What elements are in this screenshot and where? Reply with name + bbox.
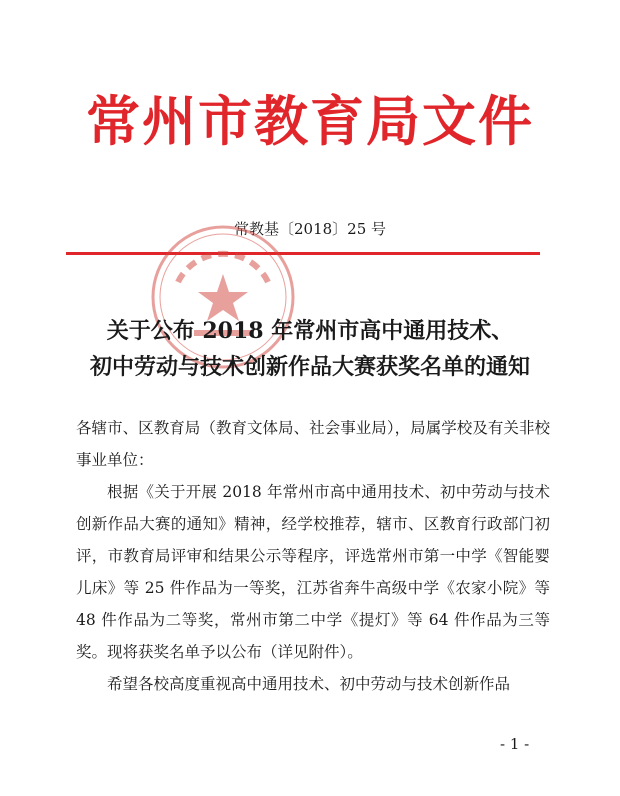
document-header-title: 常州市教育局文件 (86, 89, 534, 153)
document-number: 常教基〔2018〕25 号 (233, 220, 387, 238)
body-paragraph-1: 根据《关于开展 2018 年常州市高中通用技术、初中劳动与技术创新作品大赛的通知》精神，经学校推荐，辖市、区教育行政部门初评，市教育局评审和结果公示等程序，评选常州市第一中学《智能婴儿床》等 25 件作品为一等奖，江苏省奔牛高级中学《农家小院》等 48 件作品为二等奖，常州市第二中学《提灯》等 64 件作品为三等奖。现将获奖名单予以公布（详见附件）。 (76, 483, 550, 661)
seal-star-icon (198, 274, 248, 321)
notice-title-line-2: 初中劳动与技术创新作品大赛获奖名单的通知 (89, 354, 530, 380)
page-number: - 1 - (500, 735, 530, 753)
red-divider-bar (66, 252, 540, 255)
notice-title-line-1: 关于公布 2018 年常州市高中通用技术、 (106, 318, 514, 344)
addressee-paragraph: 各辖市、区教育局（教育文体局、社会事业局），局属学校及有关非校事业单位： (76, 419, 550, 469)
body-paragraph-2: 希望各校高度重视高中通用技术、初中劳动与技术创新作品 (107, 675, 511, 693)
red-divider-line (66, 252, 540, 255)
official-seal-icon (148, 222, 298, 372)
